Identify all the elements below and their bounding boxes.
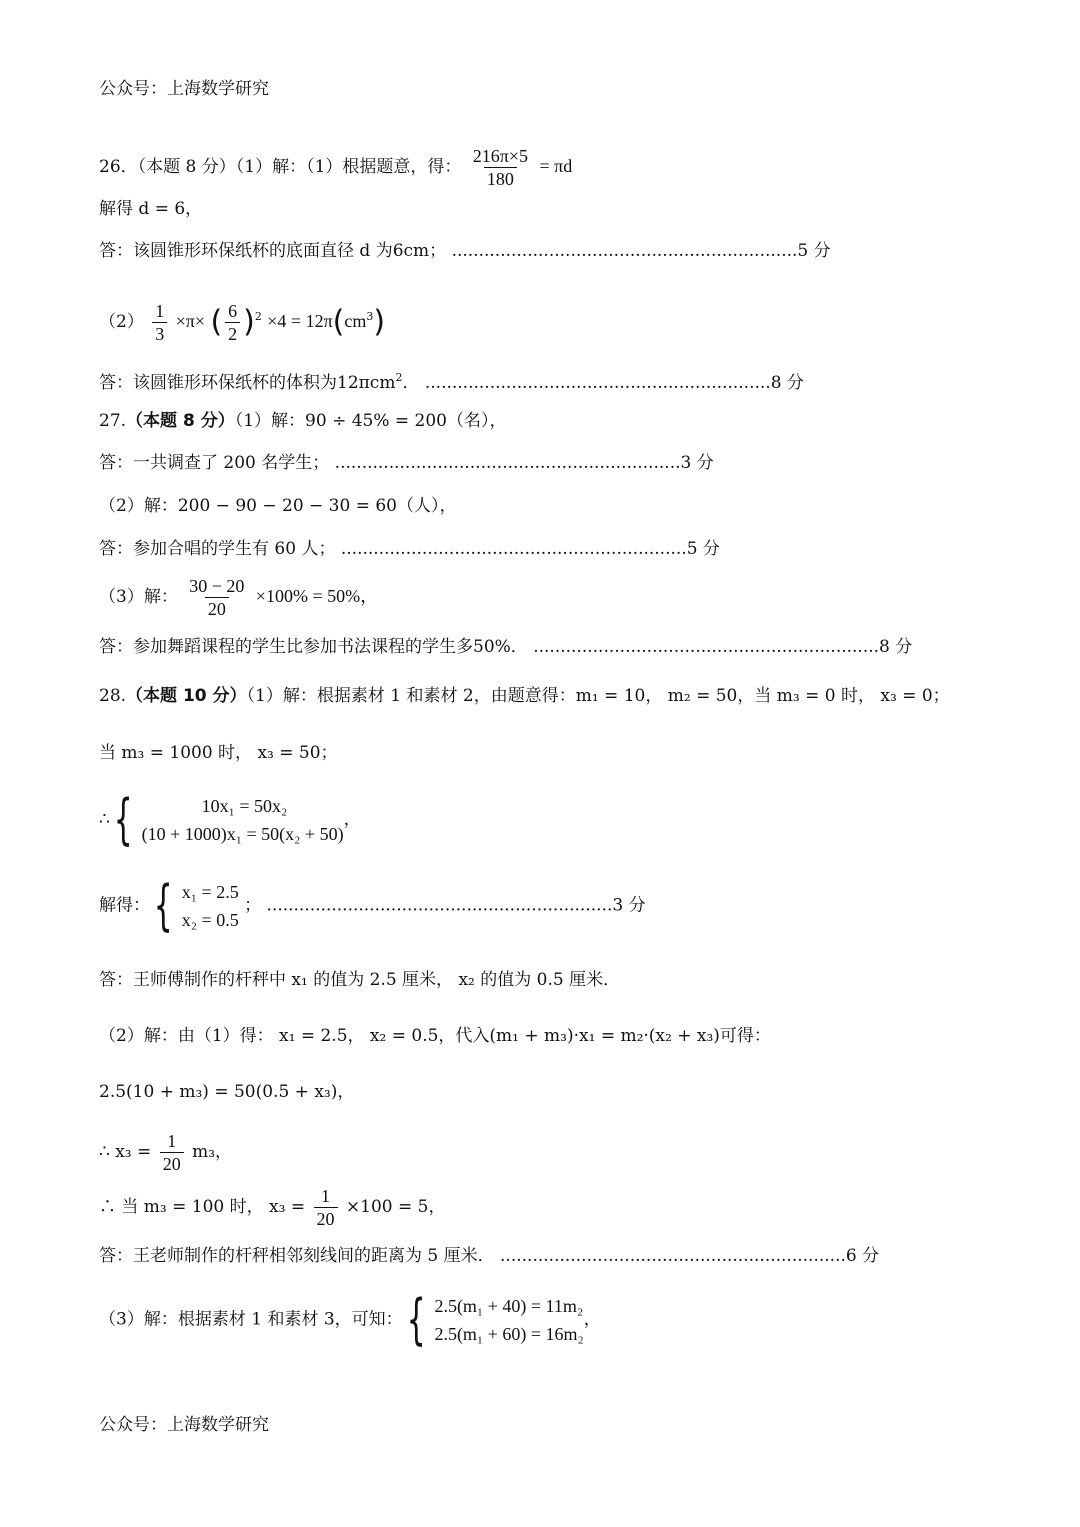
q27-p3-rest: ×100% = 50%， [255, 586, 379, 606]
q28-sys2-eq2: x₂ = 0.5 [181, 910, 239, 930]
q28-sys2-prefix: 解得： [99, 895, 150, 916]
q26-ans1-dots: ................................................................5 分 [451, 241, 831, 261]
q28-p2-den: 20 [160, 1152, 184, 1175]
q27-part3 [99, 575, 378, 620]
q26-head-text: 26．（本题 8 分）（1）解：（1）根据题意，得： [99, 157, 462, 177]
q26-part2: （2） $\frac{1}{3}$ ×π× ( $\frac{6}{2}$ )$^2 \times 4 = 12\pi(cm^3)$ [99, 301, 386, 344]
q28-system-1: ∴{ 10x₁ = 50x₂ (10 + 1000)x₁ = 50(x₂ + 50) ， [99, 788, 361, 851]
q26-ans2-text: 答：该圆锥形环保纸杯的体积为12πcm [99, 373, 396, 393]
q27-ans3-text: 答：参加舞蹈课程的学生比参加书法课程的学生多50%． [99, 637, 528, 657]
q28-part3: （3）解：根据素材 1 和素材 3，可知：{ 2.5(m₁ + 40) = 11m₂ 2.5(m₁ + 60) = 16m₂ ， [99, 1288, 601, 1351]
q26-answer-2 [99, 366, 804, 395]
q27-ans1-dots: ................................................................3 分 [334, 453, 714, 473]
q26-ans2-sup: 2 [395, 371, 403, 384]
q27-answer-1 [99, 451, 714, 475]
q28-answer-1: 答：王师傅制作的杆秤中 x₁ 的值为 2.5 厘米， x₂ 的值为 0.5 厘米． [99, 970, 621, 990]
q28-p2-num: 1 [167, 1131, 177, 1151]
q27-answer-3 [99, 635, 912, 659]
q26-ans2-dots: ................................................................8 分 [424, 373, 804, 393]
q26-solve: 解得 d = 6， [99, 199, 203, 219]
q27-p3-prefix: （3）解： [99, 587, 178, 607]
q27-points: （本题 8 分） [126, 411, 235, 431]
q28-p2-when-tail: ×100 = 5， [345, 1197, 446, 1217]
q27-ans1-text: 答：一共调查了 200 名学生； [99, 453, 330, 473]
q26-p2-inner-num: 6 [228, 301, 238, 321]
q26-p2-result: ×4 = 12π [267, 311, 333, 331]
q28-part2-therefore [99, 1130, 232, 1175]
q28-p3-prefix: （3）解：根据素材 1 和素材 3，可知： [99, 1309, 403, 1330]
q26-rhs: = πd [539, 156, 573, 176]
q28-p2-therefore: ∴ x₃ = [99, 1142, 152, 1162]
q28-part2-when [99, 1185, 445, 1230]
q28-num: 28. [99, 686, 127, 706]
q28-sys2-eq1: x₁ = 2.5 [181, 882, 239, 902]
q26-fraction [470, 145, 531, 190]
q28-p2-when-num: 1 [321, 1186, 331, 1206]
q28-p3-eq2: 2.5(m₁ + 60) = 16m₂ [434, 1324, 584, 1344]
q28-sys1-eq1: 10x₁ = 50x₂ [201, 796, 288, 816]
q27-ans2-text: 答：参加合唱的学生有 60 人； [99, 539, 336, 559]
q26-ans1-text: 答：该圆锥形环保纸杯的底面直径 d 为6cm； [99, 241, 447, 261]
q27-num: 27. [99, 411, 127, 431]
page-footer: 公众号：上海数学研究 [99, 1415, 269, 1435]
q28-line2: 当 m₃ = 1000 时， x₃ = 50； [99, 743, 338, 763]
page-header: 公众号：上海数学研究 [99, 79, 269, 99]
q28-sys1-eq2: (10 + 1000)x₁ = 50(x₂ + 50) [141, 824, 344, 844]
q26-ans2-tail: ． [402, 373, 420, 393]
q28-heading [99, 684, 950, 708]
q26-p2-num: 1 [155, 301, 165, 321]
q26-frac-den: 180 [484, 167, 517, 190]
q26-heading [99, 145, 572, 190]
q26-p2-times: ×π× [175, 311, 206, 331]
q28-head-rest: （1）解：根据素材 1 和素材 2，由题意得：m₁ = 10， m₂ = 50，当 m₃ = 0 时， x₃ = 0； [246, 686, 950, 706]
q28-part2-eq: 2.5(10 + m₃) = 50(0.5 + x₃)， [99, 1082, 355, 1102]
q27-part2: （2）解：200 − 90 − 20 − 30 = 60（人）， [99, 496, 457, 516]
q28-part2: （2）解：由（1）得： x₁ = 2.5， x₂ = 0.5，代入(m₁ + m₃)·x₁ = m₂·(x₂ + x₃)可得： [99, 1026, 771, 1046]
q27-heading [99, 409, 507, 433]
q27-ans3-dots: ................................................................8 分 [533, 637, 913, 657]
q28-p2-tail: m₃， [192, 1142, 233, 1162]
q26-p2-prefix: （2） [99, 312, 144, 332]
q27-head-rest: （1）解：90 ÷ 45% = 200（名）， [234, 411, 507, 431]
q27-answer-2 [99, 537, 720, 561]
q28-sys2-dots: ； ................................................................3 分 [244, 895, 646, 916]
q27-p3-num: 30 − 20 [189, 576, 245, 596]
q27-p3-den: 20 [205, 597, 229, 620]
q26-p2-inner-den: 2 [225, 322, 240, 345]
q28-ans2-text: 答：王老师制作的杆秤相邻刻线间的距离为 5 厘米． [99, 1246, 495, 1266]
q28-system-2: 解得：{ x₁ = 2.5 x₂ = 0.5 ； ................................................................3 分 [99, 874, 646, 937]
q26-p2-den: 3 [152, 322, 167, 345]
q28-answer-2 [99, 1244, 879, 1268]
q26-p2-unit: cm [344, 311, 367, 331]
q27-ans2-dots: ................................................................5 分 [340, 539, 720, 559]
q28-ans2-dots: ................................................................6 分 [500, 1246, 880, 1266]
q28-p3-eq1: 2.5(m₁ + 40) = 11m₂ [434, 1296, 584, 1316]
q28-points: （本题 10 分） [126, 686, 247, 706]
q28-p2-when-den: 20 [314, 1207, 338, 1230]
q26-frac-num: 216π×5 [472, 146, 529, 166]
q28-p2-when: ∴ 当 m₃ = 100 时， x₃ = [99, 1197, 306, 1217]
q26-answer-1 [99, 239, 831, 263]
